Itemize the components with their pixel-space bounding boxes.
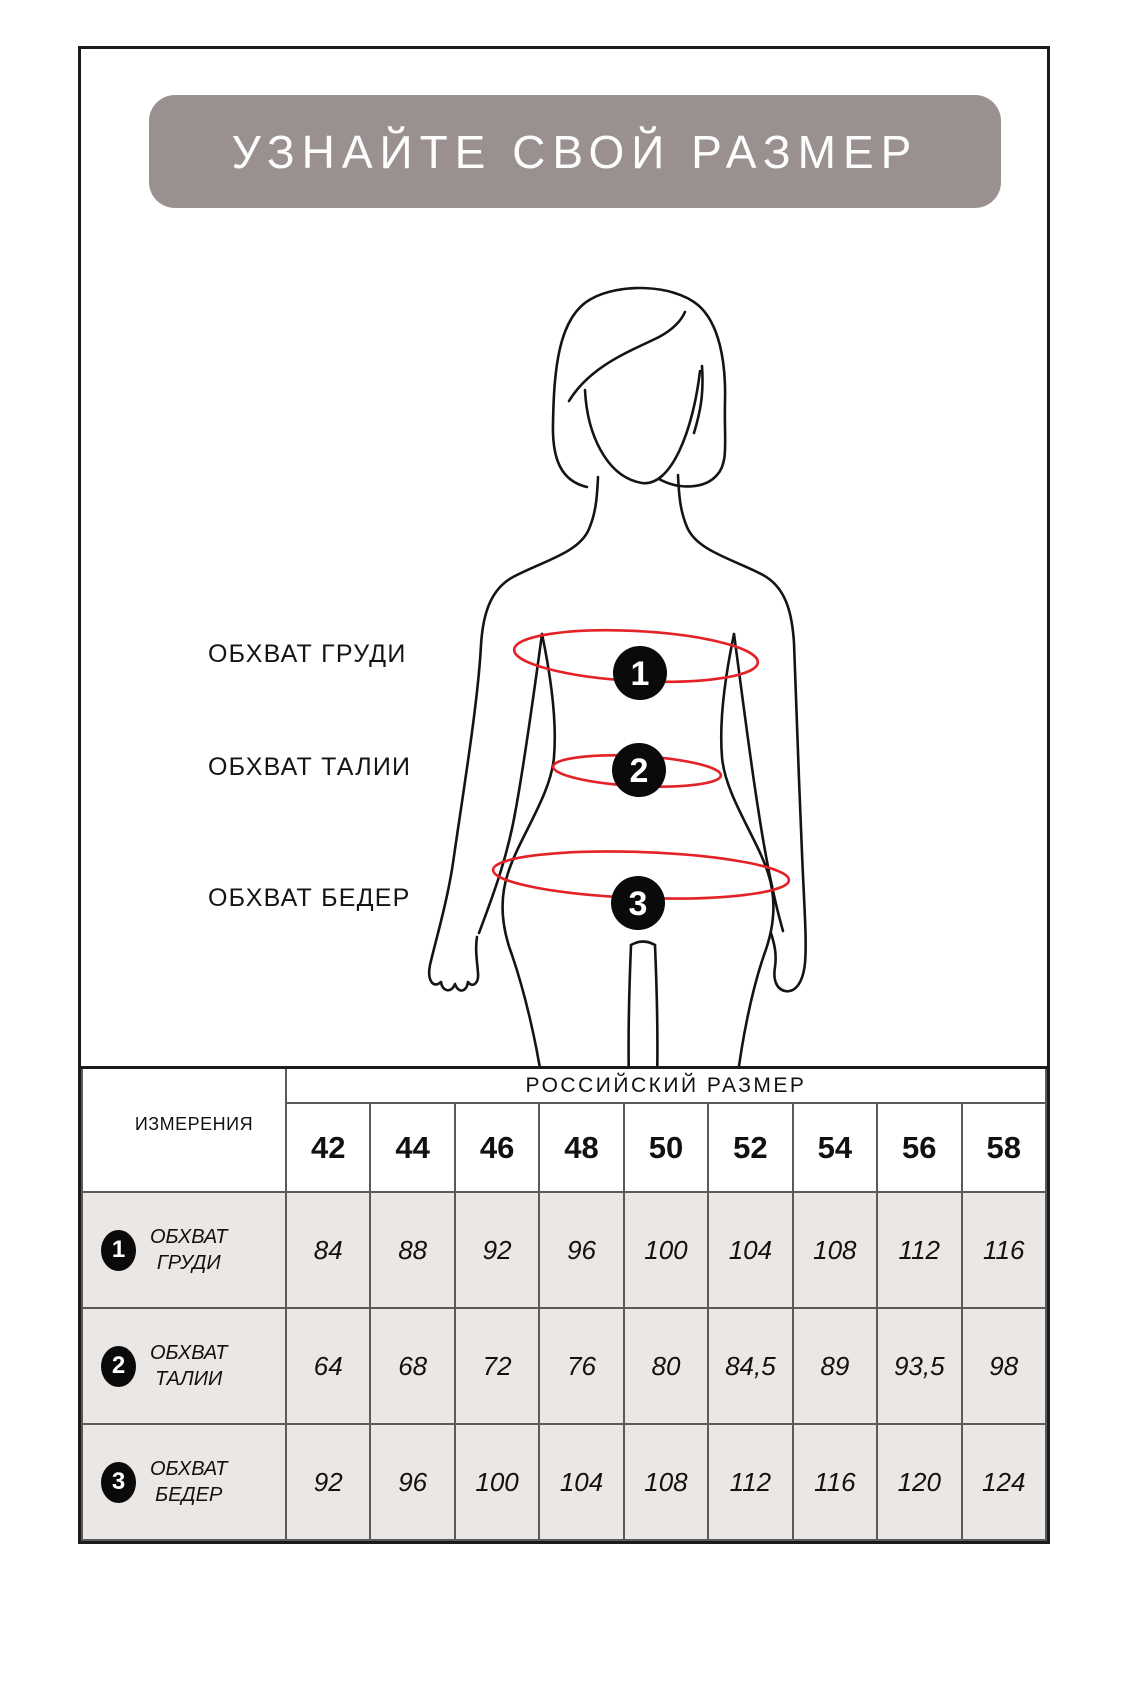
table-row-hips <box>82 1424 1046 1540</box>
svg-text:1: 1 <box>630 655 650 693</box>
table-cell: 112 <box>708 1424 792 1540</box>
body-measurement-diagram <box>395 253 855 1088</box>
table-cell: 98 <box>962 1308 1047 1424</box>
table-cell: 112 <box>877 1192 961 1308</box>
size-cell: 54 <box>793 1103 877 1192</box>
left-arm-outline <box>429 477 598 991</box>
right-arm-inner <box>734 634 783 931</box>
bust-marker <box>613 646 667 700</box>
table-cell: 116 <box>793 1424 877 1540</box>
row-header-hips <box>82 1424 286 1540</box>
row-label: ОБХВАТ БЕДЕР <box>150 1458 228 1506</box>
bust-label: ОБХВАТ ГРУДИ <box>208 640 407 668</box>
table-cell: 93,5 <box>877 1308 961 1424</box>
crotch-line <box>631 942 655 946</box>
row-header-bust <box>82 1192 286 1308</box>
row-number-badge: 2 <box>101 1346 136 1387</box>
waist-label: ОБХВАТ ТАЛИИ <box>208 753 412 781</box>
size-cell: 44 <box>370 1103 454 1192</box>
russian-size-header: РОССИЙСКИЙ РАЗМЕР <box>286 1068 1046 1104</box>
table-cell: 92 <box>286 1424 370 1540</box>
size-cell: 48 <box>539 1103 623 1192</box>
measurements-header: ИЗМЕРЕНИЯ <box>134 1113 254 1134</box>
right-inner-leg <box>655 945 657 1081</box>
row-label: ОБХВАТ ТАЛИИ <box>150 1342 228 1390</box>
table-cell: 68 <box>370 1308 454 1424</box>
content-frame <box>78 46 1050 1544</box>
table-cell: 124 <box>962 1424 1047 1540</box>
hips-marker <box>611 876 665 930</box>
table-cell: 72 <box>455 1308 539 1424</box>
left-inner-leg <box>629 945 631 1081</box>
table-cell: 64 <box>286 1308 370 1424</box>
size-cell: 52 <box>708 1103 792 1192</box>
size-cell: 56 <box>877 1103 961 1192</box>
table-cell: 104 <box>539 1424 623 1540</box>
table-cell: 100 <box>624 1192 708 1308</box>
hips-label: ОБХВАТ БЕДЕР <box>208 884 411 912</box>
table-row-bust <box>82 1192 1046 1308</box>
table-cell: 116 <box>962 1192 1047 1308</box>
size-table <box>81 1066 1047 1541</box>
table-cell: 96 <box>370 1424 454 1540</box>
row-header-waist <box>82 1308 286 1424</box>
table-cell: 96 <box>539 1192 623 1308</box>
table-cell: 89 <box>793 1308 877 1424</box>
face-outline <box>585 371 700 483</box>
size-cell: 46 <box>455 1103 539 1192</box>
table-cell: 104 <box>708 1192 792 1308</box>
svg-text:3: 3 <box>628 885 648 923</box>
table-cell: 80 <box>624 1308 708 1424</box>
page-title: УЗНАЙТЕ СВОЙ РАЗМЕР <box>231 125 919 178</box>
size-cell: 42 <box>286 1103 370 1192</box>
bangs-line <box>569 312 685 401</box>
table-cell: 84 <box>286 1192 370 1308</box>
table-cell: 88 <box>370 1192 454 1308</box>
size-group-row <box>82 1068 1046 1104</box>
table-cell: 108 <box>793 1192 877 1308</box>
table-cell: 92 <box>455 1192 539 1308</box>
title-banner <box>149 95 1001 208</box>
row-label: ОБХВАТ ГРУДИ <box>150 1226 228 1274</box>
row-number-badge: 3 <box>101 1462 136 1503</box>
measurements-header-cell <box>82 1068 286 1193</box>
right-arm-outline <box>678 475 806 991</box>
waist-marker <box>612 743 666 797</box>
table-cell: 120 <box>877 1424 961 1540</box>
size-cell: 50 <box>624 1103 708 1192</box>
table-cell: 84,5 <box>708 1308 792 1424</box>
table-row-waist <box>82 1308 1046 1424</box>
row-number-badge: 1 <box>101 1230 136 1271</box>
size-cell: 58 <box>962 1103 1047 1192</box>
table-cell: 76 <box>539 1308 623 1424</box>
table-cell: 100 <box>455 1424 539 1540</box>
table-cell: 108 <box>624 1424 708 1540</box>
svg-text:2: 2 <box>629 752 649 790</box>
